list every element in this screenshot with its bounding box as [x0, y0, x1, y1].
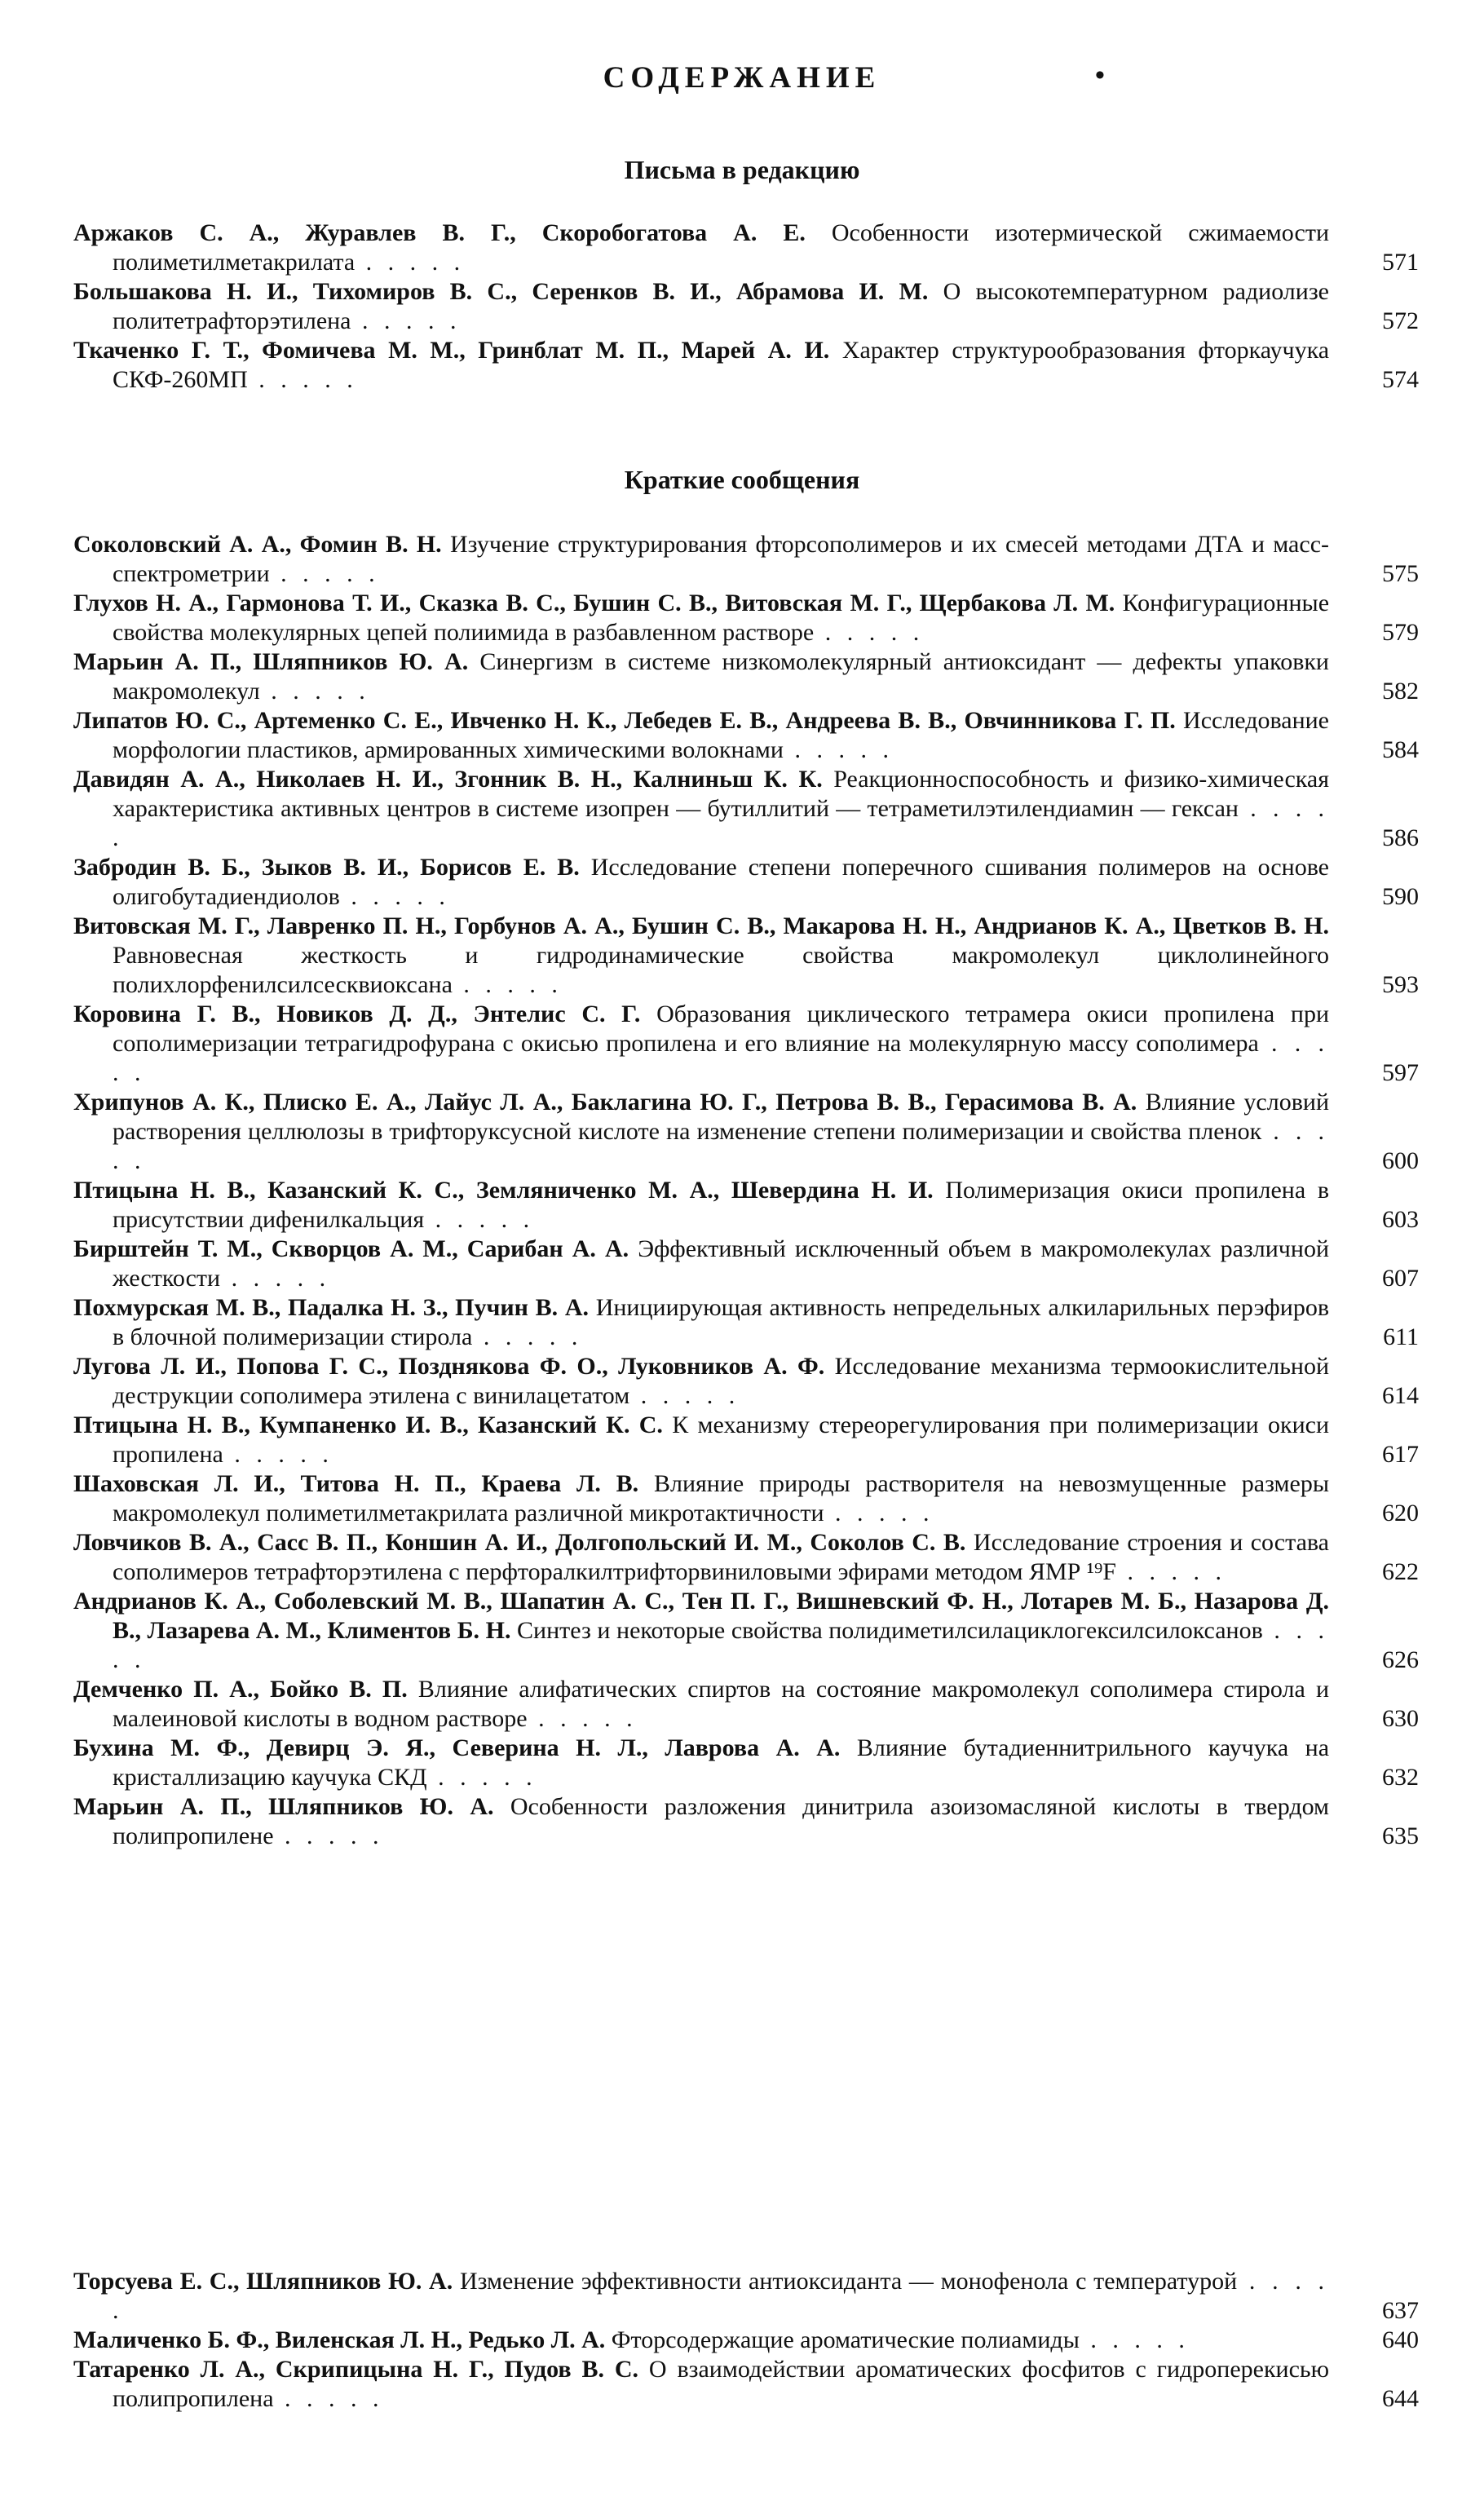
toc-entry-title: Исследование строения и состава сополимеров тетрафторэтилена с перфторалкилтрифторвиниловыми эфирами методом ЯМР ¹⁹F [113, 1529, 1329, 1585]
toc-entry-text [73, 765, 1419, 853]
toc-entry [73, 1528, 1419, 1587]
toc-entry-title: Эффективный исключенный объем в макромолекулах различной жесткости [113, 1235, 1329, 1292]
toc-entry-page-number: 626 [1382, 1646, 1419, 1673]
dot-leader: . . . . . [452, 971, 563, 998]
toc-entry-page-number: 574 [1382, 366, 1419, 393]
toc-entry-text [73, 2326, 1419, 2355]
toc-entry-text [73, 1176, 1419, 1235]
dot-leader: . . . . . [783, 736, 894, 763]
toc-entry-text [73, 1293, 1419, 1352]
toc-entry-text [73, 2355, 1419, 2414]
dot-leader: . . . . . [113, 2268, 1330, 2324]
dot-leader: . . . . . [426, 1764, 537, 1791]
toc-entry-text [73, 1469, 1419, 1528]
toc-entry-title: Характер структурообразования фторкаучука СКФ-260МП [113, 337, 1330, 393]
dot-leader: . . . . . [629, 1382, 740, 1409]
toc-entry-page-number: 635 [1382, 1822, 1419, 1849]
dot-leader: . . . . . [351, 307, 462, 334]
toc-entry-authors: Марьин А. П., Шляпников Ю. А. [73, 1793, 494, 1820]
toc-entry-page-number: 584 [1382, 736, 1419, 763]
toc-entry-text [73, 1675, 1419, 1734]
dot-leader: . . . . . [1116, 1558, 1226, 1585]
dot-leader: . . . . . [527, 1705, 638, 1732]
toc-entry [73, 1587, 1419, 1675]
toc-entry-authors: Шаховская Л. И., Титова Н. П., Краева Л. В. [73, 1470, 639, 1497]
toc-entry-title: Образования циклического тетрамера окиси пропилена при сополимеризации тетрагидрофурана с окисью пропилена и его влияние на молекулярную массу сополимера [113, 1001, 1330, 1057]
toc-entry-title: Влияние бутадиеннитрильного каучука на кристаллизацию каучука СКД [113, 1734, 1330, 1791]
section-heading-short-reports: Краткие сообщения [624, 465, 860, 494]
toc-entry-page-number: 582 [1382, 678, 1419, 705]
toc-entry-authors: Птицына Н. В., Казанский К. С., Земляниченко М. А., Шевердина Н. И. [73, 1177, 934, 1204]
dot-leader: . . . . . [273, 2385, 384, 2412]
toc-entry-text [73, 2267, 1419, 2326]
toc-entry-title: К механизму стереорегулирования при полимеризации окиси пропилена [113, 1412, 1329, 1468]
dot-leader: . . . . . [259, 678, 370, 705]
dot-leader: . . . . . [113, 1617, 1330, 1673]
toc-entry-title: Влияние алифатических спиртов на состояние макромолекул сополимера стирола и малеиновой кислоты в водном растворе [113, 1676, 1330, 1732]
section-final-entries [73, 2267, 1419, 2414]
toc-entry-title: Полимеризация окиси пропилена в присутствии дифенилкальция [113, 1177, 1329, 1233]
toc-entry [73, 1469, 1419, 1528]
toc-entry [73, 1176, 1419, 1235]
toc-entry-title: Фторсодержащие ароматические полиамиды [611, 2326, 1080, 2353]
toc-entry [73, 219, 1419, 277]
toc-entry-authors: Глухов Н. А., Гармонова Т. И., Сказка В. С., Бушин С. В., Витовская М. Г., Щербакова Л. М. [73, 590, 1115, 616]
toc-entry [73, 912, 1419, 1000]
dot-leader: . . . . . [824, 1500, 934, 1526]
dot-leader: . . . . . [113, 1118, 1330, 1174]
toc-entry-authors: Витовская М. Г., Лавренко П. Н., Горбунов А. А., Бушин С. В., Макарова Н. Н., Андрианов К. А., Цветков В. Н. [73, 912, 1329, 939]
toc-entry [73, 1088, 1419, 1176]
dot-leader: . . . . . [472, 1323, 583, 1350]
toc-entry [73, 530, 1419, 589]
toc-entry-page-number: 620 [1382, 1500, 1419, 1526]
toc-entry-page-number: 590 [1382, 883, 1419, 910]
toc-entry-authors: Бухина М. Ф., Девирц Э. Я., Северина Н. Л., Лаврова А. А. [73, 1734, 841, 1761]
toc-entry [73, 336, 1419, 395]
dot-leader: . . . . . [355, 249, 466, 276]
dot-leader: . . . . . [223, 1441, 333, 1468]
toc-entry [73, 589, 1419, 647]
toc-entry [73, 2267, 1419, 2326]
toc-entry-title: Реакционноспособность и физико-химическая характеристика активных центров в системе изопрен — бутиллитий — тетраметилэтилендиамин — гексан [113, 766, 1329, 822]
toc-entry-authors: Ловчиков В. А., Сасс В. П., Коншин А. И., Долгопольский И. М., Соколов С. В. [73, 1529, 966, 1556]
toc-entry-text [73, 1235, 1419, 1293]
toc-entry-page-number: 611 [1383, 1323, 1419, 1350]
toc-entry-authors: Марьин А. П., Шляпников Ю. А. [73, 648, 469, 675]
toc-entry [73, 1293, 1419, 1352]
toc-entry [73, 765, 1419, 853]
toc-entry-page-number: 614 [1382, 1382, 1419, 1409]
section-letters-entries [73, 219, 1419, 395]
dot-leader: . . . . . [269, 560, 380, 587]
toc-entry-page-number: 637 [1382, 2297, 1419, 2324]
toc-entry-page-number: 644 [1382, 2385, 1419, 2412]
toc-entry-text [73, 706, 1419, 765]
toc-entry [73, 1734, 1419, 1792]
toc-entry-authors: Хрипунов А. К., Плиско Е. А., Лайус Л. А., Баклагина Ю. Г., Петрова В. В., Герасимова В. А. [73, 1089, 1137, 1116]
toc-entry-page-number: 571 [1382, 249, 1419, 276]
toc-entry-authors: Забродин В. Б., Зыков В. И., Борисов Е. В. [73, 854, 580, 881]
toc-entry-authors: Большакова Н. И., Тихомиров В. С., Серенков В. И., Абрамова И. М. [73, 278, 929, 305]
toc-entry-title: Влияние природы растворителя на невозмущенные размеры макромолекул полиметилметакрилата различной микротактичности [113, 1470, 1329, 1526]
toc-entry-page-number: 600 [1382, 1147, 1419, 1174]
dot-leader: . . . . . [113, 795, 1329, 851]
dot-leader: . . . . . [220, 1265, 331, 1292]
toc-entry-title: Изменение эффективности антиоксиданта — монофенола с температурой [459, 2268, 1238, 2295]
toc-entry-page-number: 617 [1382, 1441, 1419, 1468]
toc-entry [73, 1000, 1419, 1088]
toc-entry-page-number: 607 [1382, 1265, 1419, 1292]
toc-entry-title: Исследование степени поперечного сшивания полимеров на основе олигобутадиендиолов [113, 854, 1329, 910]
page-title: СОДЕРЖАНИЕ [603, 61, 881, 95]
toc-entry-authors: Маличенко Б. Ф., Виленская Л. Н., Редько Л. А. [73, 2326, 606, 2353]
toc-entry-text [73, 1528, 1419, 1587]
toc-entry-authors: Торсуева Е. С., Шляпников Ю. А. [73, 2268, 453, 2295]
toc-entry-page-number: 572 [1382, 307, 1419, 334]
toc-entry-authors: Коровина Г. В., Новиков Д. Д., Энтелис С. Г. [73, 1001, 641, 1027]
toc-entry-text [73, 1792, 1419, 1851]
toc-entry-title: О взаимодействии ароматических фосфитов с гидроперекисью полипропилена [113, 2356, 1329, 2412]
toc-entry-authors: Птицына Н. В., Кумпаненко И. В., Казанский К. С. [73, 1412, 663, 1438]
toc-entry-title: Изучение структурирования фторсополимеров и их смесей методами ДТА и масс-спектрометрии [113, 531, 1329, 587]
toc-entry-title: Синтез и некоторые свойства полидиметилсилациклогексилсилоксанов [517, 1617, 1263, 1644]
toc-entry-authors: Давидян А. А., Николаев Н. И., Згонник В. Н., Калниньш К. К. [73, 766, 823, 793]
toc-entry-text [73, 1411, 1419, 1469]
toc-entry [73, 853, 1419, 912]
toc-entry [73, 2355, 1419, 2414]
section-short-reports-entries [73, 530, 1419, 1851]
title-dot: • [1095, 60, 1105, 91]
toc-entry-page-number: 622 [1382, 1558, 1419, 1585]
toc-entry-text [73, 1088, 1419, 1176]
toc-entry-text [73, 1352, 1419, 1411]
dot-leader: . . . . . [814, 619, 925, 646]
toc-entry-page-number: 586 [1382, 824, 1419, 851]
toc-entry [73, 647, 1419, 706]
toc-entry-authors: Демченко П. А., Бойко В. П. [73, 1676, 408, 1703]
toc-entry-authors: Андрианов К. А., Соболевский М. В., Шапатин А. С., Тен П. Г., Вишневский Ф. Н., Лотарев М. Б., Назарова Д. В., Лазарева А. М., Климентов Б. Н. [73, 1588, 1329, 1644]
toc-entry-page-number: 579 [1382, 619, 1419, 646]
toc-entry-page-number: 597 [1382, 1059, 1419, 1086]
toc-entry-title: Синергизм в системе низкомолекулярный антиоксидант — дефекты упаковки макромолекул [113, 648, 1329, 705]
toc-entry-authors: Аржаков С. А., Журавлев В. Г., Скоробогатова А. Е. [73, 219, 806, 246]
toc-entry-page-number: 640 [1382, 2326, 1419, 2353]
toc-entry-text [73, 1587, 1419, 1675]
toc-entry-page-number: 603 [1382, 1206, 1419, 1233]
toc-entry-title: Исследование морфологии пластиков, армированных химическими волокнами [113, 707, 1329, 763]
toc-entry [73, 277, 1419, 336]
section-heading-letters: Письма в редакцию [624, 155, 860, 184]
toc-entry-title: О высокотемпературном радиолизе политетрафторэтилена [113, 278, 1329, 334]
toc-entry-text [73, 589, 1419, 647]
toc-entry-title: Инициирующая активность непредельных алкиларильных перэфиров в блочной полимеризации стирола [113, 1294, 1329, 1350]
toc-entry-text [73, 1000, 1419, 1088]
toc-entry-page-number: 593 [1382, 971, 1419, 998]
toc-entry-text [73, 277, 1419, 336]
toc-entry-authors: Липатов Ю. С., Артеменко С. Е., Ивченко Н. К., Лебедев Е. В., Андреева В. В., Овчинникова Г. П. [73, 707, 1176, 734]
dot-leader: . . . . . [424, 1206, 535, 1233]
dot-leader: . . . . . [113, 1030, 1329, 1086]
toc-entry-page-number: 575 [1382, 560, 1419, 587]
dot-leader: . . . . . [339, 883, 450, 910]
toc-entry-page-number: 630 [1382, 1705, 1419, 1732]
toc-entry [73, 706, 1419, 765]
toc-entry [73, 1235, 1419, 1293]
toc-entry-text [73, 853, 1419, 912]
toc-entry-text [73, 912, 1419, 1000]
toc-entry-authors: Лугова Л. И., Попова Г. С., Позднякова Ф. О., Луковников А. Ф. [73, 1353, 825, 1380]
toc-entry-title: Особенности разложения динитрила азоизомасляной кислоты в твердом полипропилене [113, 1793, 1329, 1849]
dot-leader: . . . . . [247, 366, 358, 393]
toc-entry-title: Влияние условий растворения целлюлозы в трифторуксусной кислоте на изменение степени полимеризации и свойства пленок [113, 1089, 1329, 1145]
toc-entry-title: Равновесная жесткость и гидродинамические свойства макромолекул циклолинейного полихлорфенилсилсесквиоксана [113, 942, 1329, 998]
toc-entry [73, 1411, 1419, 1469]
toc-entry-text [73, 530, 1419, 589]
toc-entry-authors: Похмурская М. В., Падалка Н. З., Пучин В. А. [73, 1294, 590, 1321]
toc-entry [73, 1352, 1419, 1411]
toc-entry-text [73, 647, 1419, 706]
toc-entry-page-number: 632 [1382, 1764, 1419, 1791]
toc-entry-authors: Татаренко Л. А., Скрипицына Н. Г., Пудов В. С. [73, 2356, 639, 2383]
toc-entry-text [73, 219, 1419, 277]
toc-entry [73, 1675, 1419, 1734]
toc-entry-text [73, 336, 1419, 395]
toc-entry-text [73, 1734, 1419, 1792]
toc-entry-authors: Бирштейн Т. М., Скворцов А. М., Сарибан А. А. [73, 1235, 629, 1262]
dot-leader: . . . . . [273, 1822, 384, 1849]
toc-entry-authors: Ткаченко Г. Т., Фомичева М. М., Гринблат М. П., Марей А. И. [73, 337, 830, 364]
toc-entry-title: Исследование механизма термоокислительной деструкции сополимера этилена с винилацетатом [113, 1353, 1330, 1409]
toc-entry-authors: Соколовский А. А., Фомин В. Н. [73, 531, 442, 558]
toc-entry [73, 1792, 1419, 1851]
toc-entry-title: Особенности изотермической сжимаемости полиметилметакрилата [113, 219, 1329, 276]
toc-entry-title: Конфигурационные свойства молекулярных цепей полиимида в разбавленном растворе [113, 590, 1330, 646]
toc-entry [73, 2326, 1419, 2355]
dot-leader: . . . . . [1079, 2326, 1190, 2353]
